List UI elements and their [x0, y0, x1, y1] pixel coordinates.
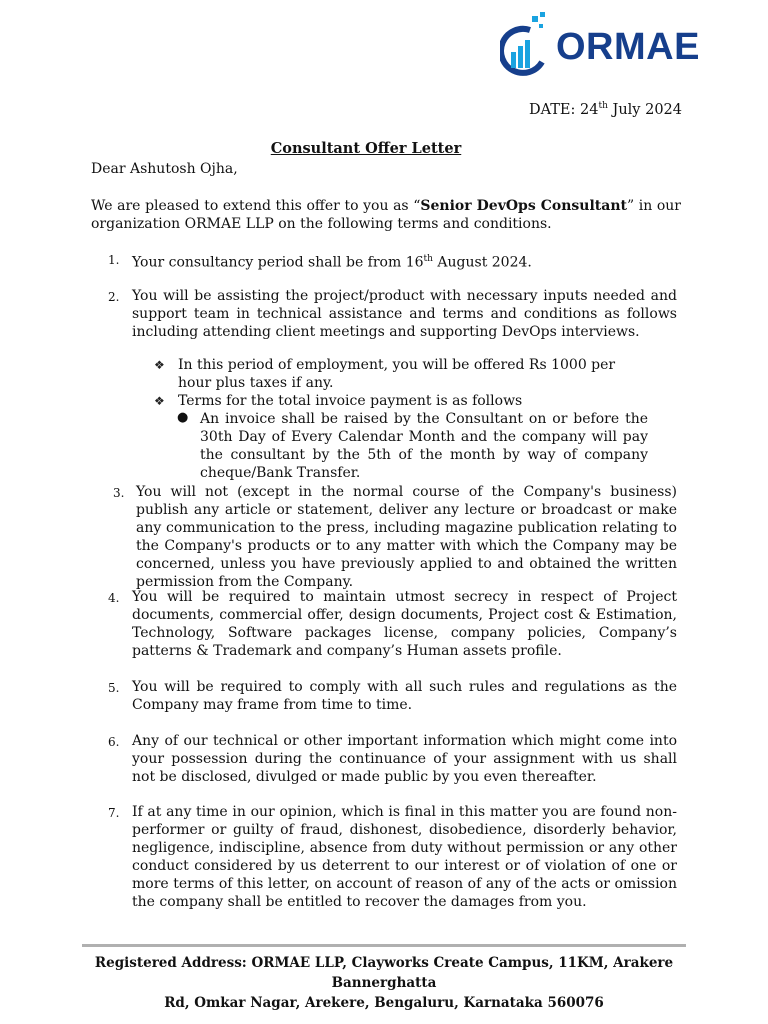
sub-bullet-item: In this period of employment, you will be offered Rs 1000 per hour plus taxes if any. [178, 357, 616, 391]
address-line-1: Registered Address: ORMAE LLP, Clayworks Create Campus, 11KM, Arakere Bannerghatta [94, 955, 674, 991]
item-1-after: August 2024. [432, 254, 532, 271]
date-day-suffix: th [598, 101, 608, 111]
address-line-2: Rd, Omkar Nagar, Arekere, Bengaluru, Karnataka 560076 [164, 995, 604, 1011]
list-item: You will be required to comply with all such rules and regulations as the Company may frame from time to time. [132, 679, 677, 713]
registered-address [60, 953, 708, 1013]
item-number: 3. [113, 486, 125, 500]
item-number: 4. [108, 591, 120, 605]
company-logo [500, 12, 700, 78]
salutation: Dear Ashutosh Ojha, [91, 161, 238, 177]
item-number: 1. [108, 253, 120, 267]
item-number: 6. [108, 735, 120, 749]
sub-bullet-item: Terms for the total invoice payment is as follows [178, 393, 523, 409]
letter-date [529, 101, 682, 118]
intro-paragraph [91, 197, 681, 233]
list-item: You will be required to maintain utmost secrecy in respect of Project documents, commercial offer, design documents, Project cost & Estimation, Technology, Software packages license, company policies, Company’s patterns & Trademark and company’s Human assets profile. [132, 589, 677, 659]
item-number: 7. [108, 806, 120, 820]
list-item [132, 250, 677, 272]
date-day: 24 [580, 101, 599, 118]
brand-name: ORMAE [556, 26, 700, 68]
item-number: 2. [108, 290, 120, 304]
date-label: DATE: [528, 101, 576, 118]
ormae-logo-icon [500, 12, 552, 78]
list-item: You will not (except in the normal course of the Company's business) publish any article or statement, deliver any lecture or broadcast or make any communication to the press, including magazine publication relating to the Company's products or to any matter with which the Company may be concerned, unless you have previously applied to and obtained the written permission from the Company. [136, 484, 677, 590]
item-number: 5. [108, 681, 120, 695]
dot-bullet-icon: ● [177, 410, 189, 425]
invoice-term: An invoice shall be raised by the Consultant on or before the 30th Day of Every Calendar Month and the company will pay the consultant by the 5th of the month by way of company cheque/Bank Transfer. [200, 411, 648, 481]
list-item: If at any time in our opinion, which is final in this matter you are found non-performer or guilty of fraud, dishonest, disobedience, disorderly behavior, negligence, indiscipline, absence from duty without permission or any other conduct considered by us deterrent to our interest or of violation of one or more terms of this letter, on account of reason of any of the acts or omission the company shall be entitled to recover the damages from you. [132, 804, 677, 910]
list-item: Any of our technical or other important information which might come into your possession during the continuance of your assignment with us shall not be disclosed, divulged or made public by you even thereafter. [132, 733, 677, 785]
diamond-bullet-icon: ❖ [154, 358, 165, 372]
intro-role: Senior DevOps Consultant [420, 198, 627, 214]
list-item: You will be assisting the project/product with necessary inputs needed and support team in technical assistance and terms and conditions as follows including attending client meetings and supporting DevOps interviews. [132, 288, 677, 340]
intro-before: We are pleased to extend this offer to you as “ [91, 198, 421, 214]
letter-title: Consultant Offer Letter [270, 140, 462, 157]
intro-after: ” in our organization ORMAE LLP on the following terms and conditions. [91, 198, 681, 232]
item-1-sup: th [423, 254, 433, 264]
footer-divider [82, 944, 686, 947]
item-1-before: Your consultancy period shall be from 16 [132, 254, 424, 271]
diamond-bullet-icon: ❖ [154, 394, 165, 408]
date-rest: July 2024 [612, 101, 682, 118]
